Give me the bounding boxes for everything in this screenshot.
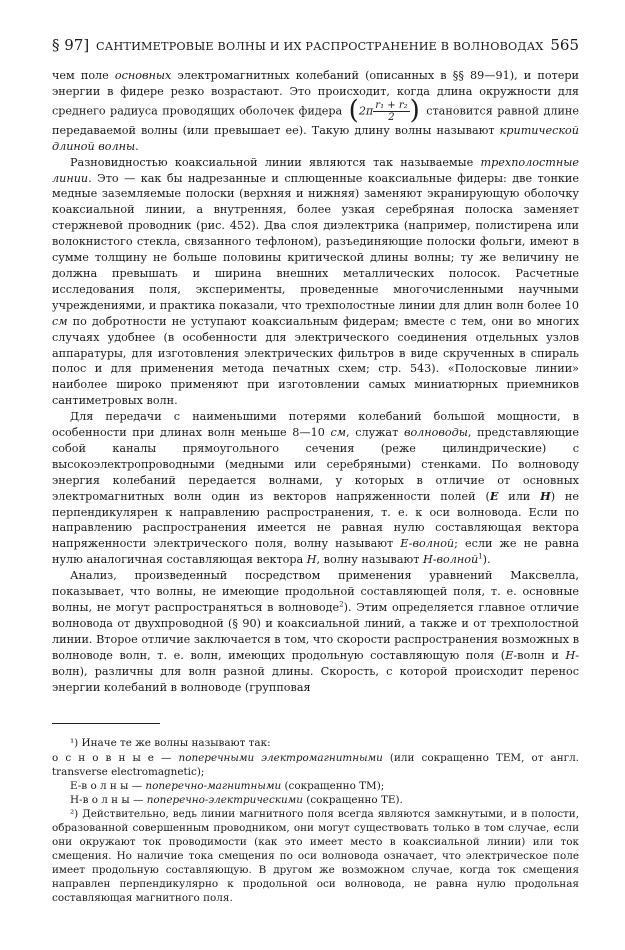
footnote-ref-1: 1	[478, 552, 483, 561]
footnotes	[52, 736, 579, 905]
footnote-1-intro: ¹) Иначе те же волны называют так:	[70, 737, 271, 750]
footnote-separator	[52, 723, 160, 724]
section-number: § 97]	[52, 36, 90, 54]
footnote-1-line-2: E-в о л н ы — поперечно-магнитными (сокращенно ТМ);	[70, 779, 385, 792]
paragraph-4: Анализ, произведенный посредством применения уравнений Максвелла, показывает, что волны, не имеющие продольной составляющей поля, т. е. основные волны, не могут распространяться в волноводе$^2$). Этим определяется главное отличие волновода от двухпроводной (§ 90) и коаксиальной линий, а также и от трехполостной линии. Второе отличие заключается в том, что скорости распространения возможных в волноводе волн, т. е. волн, имеющих продольную составляющую поля (E-волн и H-волн), различны для волн разной длины. Скорость, с которой происходит перенос энергии колебаний в волноводе (групповая	[52, 569, 579, 694]
page-number: 565	[550, 36, 579, 54]
paragraph-1: чем поле основных электромагнитных колебаний (описанных в §§ 89—91), и потери энергии в фидере резко возрастают. Это происходит, когда длина окружности для среднего радиуса проводящих оболочек фидера (2π $\frac{\text{r₁ + r₂}}{2}$ ) становится равной длине передаваемой волны (или превышает ее). Такую длину волны называют критической длиной волны.	[52, 69, 580, 153]
footnote-ref-2: 2	[339, 600, 344, 609]
footnote-2: ²) Действительно, ведь линии магнитного поля всегда являются замкнутыми, и в полости, образованной совершенным проводником, они могут существовать только в том случае, если они окружают ток проводимости (как это имеет место в коаксиальной линии) или ток смещения. Но наличие тока смещения по оси волновода означает, что электрическое поле имеет продольную составляющую. В другом же возможном случае, когда ток смещения направлен перпендикулярно к продольной оси волновода, не равна нулю продольная составляющая магнитного поля.	[52, 807, 579, 905]
footnote-1-line-1: о с н о в н ы е — поперечными электромагнитными (или сокращенно ТЕМ, от англ. transverse electromagnetic);	[52, 751, 579, 778]
paragraph-3: Для передачи с наименьшими потерями колебаний большой мощности, в особенности при длинах волн меньше 8—10 см, служат волноводы, представляющие собой каналы прямоугольного сечения (реже цилиндрические) с высокоэлектропроводными (медными или серебряными) стенками. По волноводу энергия колебаний передается волнами, у которых в отличие от основных электромагнитных волн один из векторов напряженности полей (E или H) не перпендикулярен к направлению распространения, т. е. к оси волновода. Если по направлению распространения имеется не равная нулю составляющая вектора напряженности электрического поля, волну называют E-волной; если же не равна нулю аналогичная составляющая вектора H, волну называют H-волной$^1$).	[52, 410, 580, 567]
paragraph-2: Разновидностью коаксиальной линии являются так называемые трехполостные линии. Это — как бы надрезанные и сплющенные коаксиальные фидеры: две тонкие медные заземляемые полоски (верхняя и нижняя) заменяют экранирующую оболочку коаксиальной линии, а внутренняя, более узкая серебряная полоска заменяет стержневой проводник (рис. 452). Два слоя диэлектрика (например, полистирена или волокнистого стекла, связанного тефлоном), разъединяющие полоски фольги, имеют в сумме толщину не больше половины критической длины волны; ту же величину не должна превышать и ширина внешних металлических полосок. Расчетные исследования поля, эксперименты, проведенные многочисленными научными учреждениями, и практика показали, что трехполостные линии для длин волн более 10 см по добротности не уступают коаксиальным фидерам; вместе с тем, они во многих случаях удобнее (в особенности для электрического соединения отдельных узлов аппаратуры, для изготовления электрических фильтров в виде скрученных в спираль полос и для применения метода печатных схем; стр. 543). «Полосковые линии» наиболее широко применяют при изготовлении самых миниатюрных приемников сантиметровых волн.	[52, 155, 579, 408]
main-text	[52, 68, 579, 695]
footnote-1-line-3: H-в о л н ы — поперечно-электрическими (сокращенно ТЕ).	[70, 793, 403, 806]
formula-circumference: (2π $\frac{\text{r₁ + r₂}}{2}$ )	[348, 95, 420, 126]
running-header	[52, 36, 579, 62]
chapter-title: САНТИМЕТРОВЫЕ ВОЛНЫ И ИХ РАСПРОСТРАНЕНИЕ В ВОЛНОВОДАХ	[96, 40, 544, 53]
